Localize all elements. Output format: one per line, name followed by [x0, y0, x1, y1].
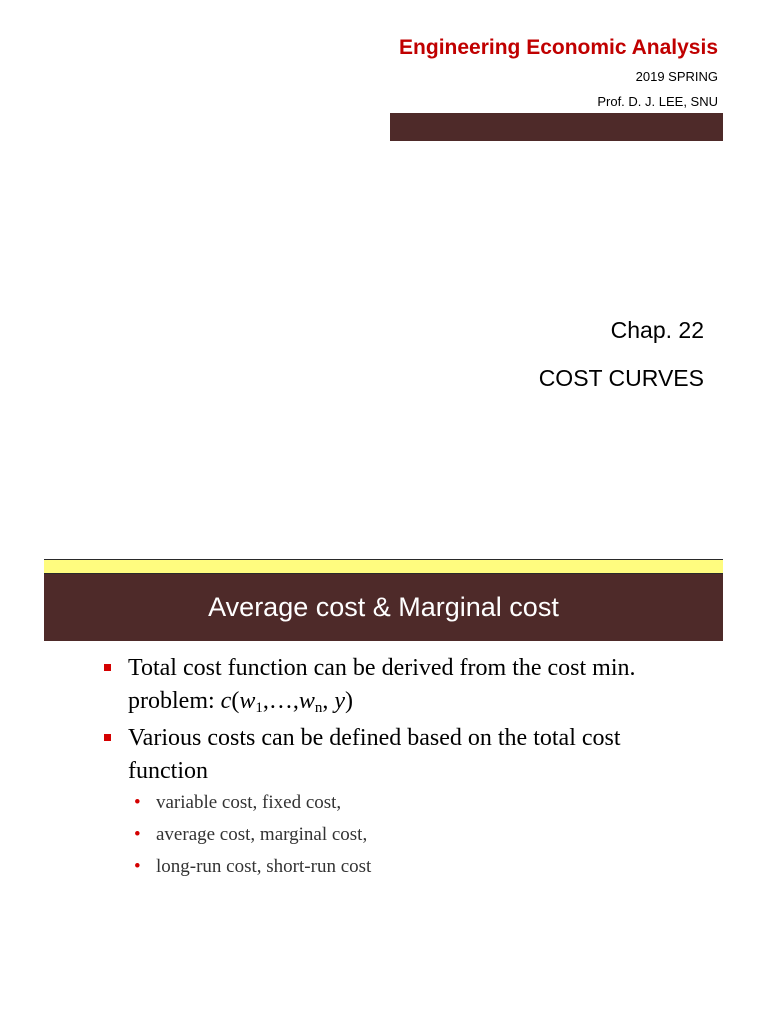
- sub-bullet-item: [104, 856, 664, 878]
- slide-title-bar: [44, 574, 723, 641]
- paren-close: ): [345, 688, 353, 714]
- slide-title-accent-strip: [44, 559, 723, 574]
- subscript-1: 1: [255, 700, 263, 716]
- cost-function-symbol: c: [220, 688, 232, 714]
- paren-open: (: [231, 688, 240, 714]
- slide-title-band: [44, 559, 723, 641]
- slide-title: Average cost & Marginal cost: [208, 592, 559, 622]
- separator: ,: [322, 688, 335, 714]
- chapter-title: COST CURVES: [538, 365, 704, 391]
- sub-bullet-text: long-run cost, short-run cost: [156, 856, 372, 877]
- bullet-item: [104, 722, 664, 788]
- sub-bullet-item: [104, 824, 664, 846]
- square-bullet-icon: [104, 664, 111, 671]
- professor-label: Prof. D. J. LEE, SNU: [597, 94, 718, 109]
- bullet-text: Various costs can be defined based on the total cost function: [128, 725, 621, 784]
- sub-bullet-text: variable cost, fixed cost,: [156, 792, 342, 813]
- square-bullet-icon: [104, 734, 111, 741]
- term-label: 2019 SPRING: [635, 69, 718, 84]
- sub-bullet-item: [104, 792, 664, 814]
- ellipsis: ,…,: [262, 688, 299, 714]
- price-variable-w1: w: [239, 688, 256, 714]
- sub-bullet-text: average cost, marginal cost,: [156, 824, 368, 845]
- bullet-text: Total cost function can be derived from the cost min. problem:: [128, 655, 636, 714]
- dot-bullet-icon: •: [134, 792, 141, 813]
- bullet-list: [104, 652, 664, 888]
- sub-bullet-list: [104, 792, 664, 878]
- price-variable-wn: w: [298, 688, 315, 714]
- header-bar: [390, 113, 723, 141]
- course-title: Engineering Economic Analysis: [399, 36, 718, 59]
- chapter-number: Chap. 22: [610, 317, 704, 343]
- bullet-item: [104, 652, 664, 718]
- output-variable-y: y: [334, 688, 345, 714]
- dot-bullet-icon: •: [134, 856, 141, 877]
- dot-bullet-icon: •: [134, 824, 141, 845]
- subscript-n: n: [314, 700, 323, 716]
